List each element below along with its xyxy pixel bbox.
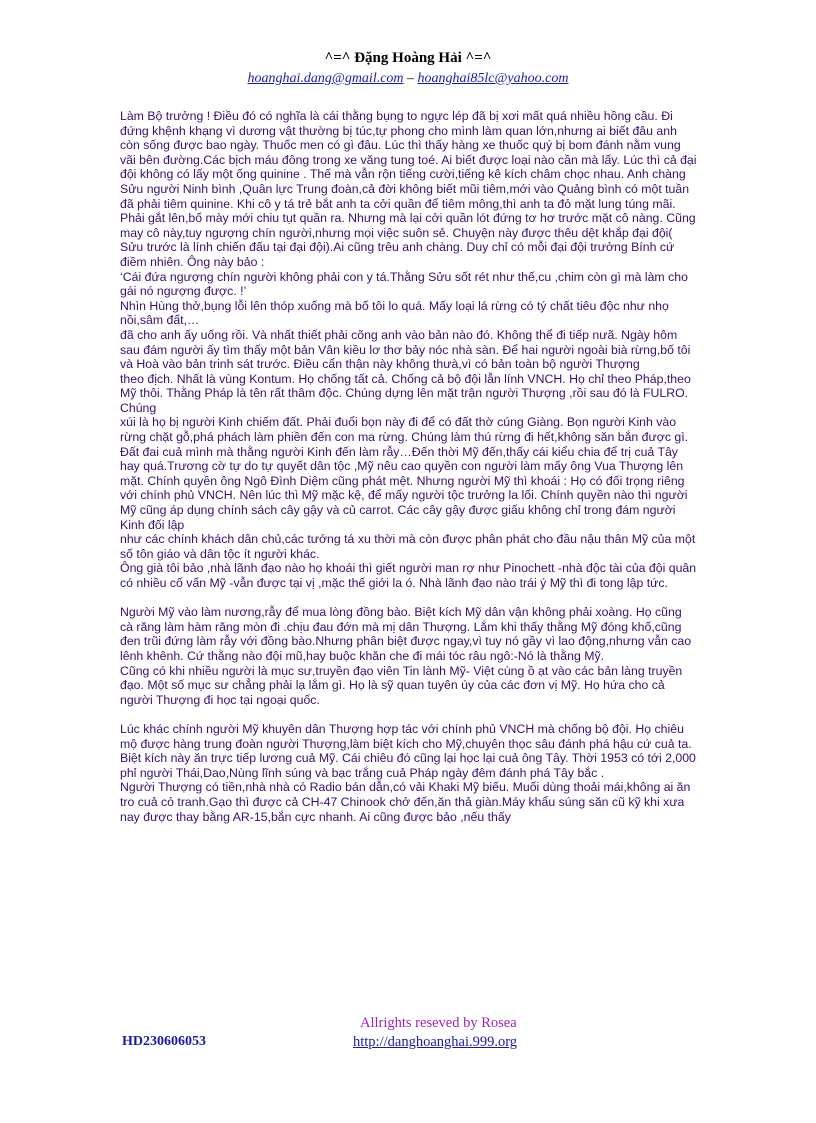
body-paragraph: Ông già tôi bảo ,nhà lãnh đạo nào họ khoái thì giết người man rợ như Pinochett -nhà độc tài của đội quân có nhiều cố vấn Mỹ -vẫn được tại vị ,mặc thế giới la ó. Nhà lãnh đạo nào trái ý Mỹ thì đi tong lập tức. <box>120 561 697 590</box>
body-paragraph: đã cho anh ấy uống rồi. Và nhất thiết phải cõng anh vào bản nào đó. Không thể đi tiếp nưã. Ngày hôm sau đám người ấy tìm thấy một bản Vân kiều lơ thơ bảy nóc nhà sàn. Để hai người ngoài bià rừng,bố tôi và Hoà vào bản trinh sát trước. Điều cẩn thận này không thưà,vì có bản toàn bộ người Thượng <box>120 327 691 372</box>
footer-rights: Allrights reseved by Rosea <box>360 1015 517 1031</box>
author-name: ^=^ Đặng Hoàng Hải ^=^ <box>324 50 492 66</box>
body-paragraph: Người Mỹ vào làm nương,rẫy để mua lòng đồng bào. Biệt kích Mỹ dân vận không phải xoàng. Họ cũng cà răng làm hàm răng mòn đi .chịu đau đớn mà mị dân Thượng. Lắm khi thấy thằng Mỹ đóng khố,cũng đen trũi đứng làm rẫy với đồng bào.Nhưng phân biệt được ngay,vì tuy nó gầy vì lao động,nhưng vẫn cao lênh khênh. Cứ thằng nào đội mũ,hay buộc khăn che đi mái tóc râu ngô:-Nó là thằng Mỹ. <box>120 605 692 663</box>
body-paragraph: Lúc khác chính người Mỹ khuyên dân Thượng hợp tác với chính phủ VNCH mà chống bộ đội. Họ chiêu mộ được hàng trung đoàn người Thượng,làm biệt kích cho Mỹ,chuyên thọc sâu đánh phá hậu cứ cuả ta. Biệt kích này ăn trực tiếp lương cuả Mỹ. Cái chiêu đó cũng lại học lại cuả ông Tây. Thời 1953 có tới 2,000 phỉ người Thái,Dao,Nùng lĩnh súng và bạc trắng cuả Pháp ngày đêm đánh phá Tây bắc . <box>120 721 696 780</box>
paragraph-spacer <box>120 707 698 722</box>
body-paragraph: xúi là họ bị người Kinh chiếm đất. Phải đuổi bọn này đi để có đất thờ cúng Giàng. Bọn người Kinh vào rừng chặt gỗ,phá phách làm phiền đến con ma rừng. Chúng làm thú rừng đi hết,không săn bắn được gì. Đất đai cuả mình mà thằng người Kinh đến làm rẫy…Đến thời Mỹ đến,thấy cái kiểu chia để trị cuả Tây hay quá.Trương cờ tự do tự quyết dân tộc ,Mỹ nêu cao quyền con người làm mấy ông Vua Thượng lên mặt. Chính quyền ông Ngô Đình Diệm cũng phát mệt. Nhưng người Mỹ thì khoái : Họ có đối trọng riêng với chính phủ VNCH. Nên lúc thì Mỹ mặc kệ, để mấy người tộc trưởng la lối. Chính quyền nào thì người Mỹ cũng áp dụng chính sách cây gậy và củ carrot. Các cây gậy được giấu không chỉ trong đám người Kinh đối lập <box>120 415 689 532</box>
paragraph-spacer <box>120 591 698 606</box>
body-paragraph: ‘Cái đứa ngượng chín người không phải con y tá.Thằng Sửu sốt rét như thế,cu ,chim còn gì mà làm cho gái nó ngượng được. !’ <box>120 269 688 299</box>
body-text <box>120 109 698 824</box>
page-header <box>0 49 816 88</box>
body-paragraph: như các chính khách dân chủ,các tướng tá xu thời mà còn được phân phát cho đầu nậu thân Mỹ của một số tôn giáo và dân tộc ít người khác. <box>120 532 696 561</box>
footer-document-code: HD230606053 <box>122 1034 206 1049</box>
email-link-gmail[interactable]: hoanghai.dang@gmail.com <box>247 71 404 86</box>
body-paragraph: Cũng có khi nhiều người là mục sư,truyền đạo viên Tin lành Mỹ- Việt cùng ồ ạt vào các bản làng truyền đạo. Một số mục sư chẳng phải lạ lắm gì. Họ là sỹ quan tuyên úy của các đơn vị Mỹ. Họ hứa cho cả người Thượng đi học tại ngoại quốc. <box>120 663 683 707</box>
body-paragraph: Người Thượng có tiền,nhà nhà có Radio bán dẫn,có vải Khaki Mỹ biếu. Muối dùng thoải mái,không ai ăn tro cuả cỏ tranh.Gạo thì được cả CH-47 Chinook chở đến,ăn thả giàn.Máy khẩu súng săn cũ kỹ khi xưa nay được thay bằng AR-15,bắn cực nhanh. Ai cũng được bảo ,nếu thấy <box>120 780 691 824</box>
email-link-yahoo[interactable]: hoanghai85lc@yahoo.com <box>417 71 569 86</box>
email-separator: – <box>403 71 418 86</box>
body-paragraph: theo địch. Nhất là vùng Kontum. Họ chống tất cả. Chống cả bộ đội lẫn lính VNCH. Họ chỉ theo Pháp,theo Mỹ thôi. Thằng Pháp là tên rất thâm độc. Chúng dựng lên mặt trận người Thượng ,rồi sau đó là FULRO. Chúng <box>120 371 691 415</box>
footer-website-link[interactable]: http://danghoanghai.999.org <box>353 1034 518 1050</box>
email-line <box>0 70 816 88</box>
body-paragraph: Làm Bộ trưởng ! Điều đó có nghĩa là cái thằng bụng to ngực lép đã bị xơi mất quá nhiều hồng cầu. Đi đứng khệnh khạng vì dương vật thường bị túc,tự phong cho mình làm quan lớn,nhưng ai biết đâu anh còn sống được bao ngày. Thuốc men có gì đâu. Lúc thì thấy hàng xe thuốc quý bị bom đánh nằm vung vãi bên đường.Các bịch máu đông trong xe văng tung toé. Ai biết được loại nào cần mà lấy. Lúc thì cả đại đội không có lấy một ống quinine . Thế mà vẫn rộn tiếng cười,tiếng kê kích châm chọc nhau. Anh chàng Sửu người Ninh bình ,Quân lực Trung đoàn,cả đời không biết mũi tiêm,mới vào Quảng bình có một tuần đã phải tiêm quinine. Khi cô y tá trẻ bắt anh ta cởi quần để tiêm mông,thì anh ta đỏ mặt lung túng mãi. Phải gắt lên,bố mày mới chiu tụt quần ra. Nhưng mà lại cởi quần lót đứng tơ hơ trước mặt cô nàng. Cũng may cô này,tuy ngượng chín người,nhưng mọi việc suôn sẻ. Chuyện này được thêu dệt khắp đại đội( Sửu trước là lính chiến đấu tại đại đội).Ai cũng trêu anh chàng. Duy chỉ có mỗi đại đội trưởng Bính cứ điềm nhiên. Ông này bảo : <box>120 109 697 269</box>
body-paragraph: Nhìn Hùng thở,bụng lỗi lên thóp xuống mà bố tôi lo quá. Mấy loại lá rừng có tý chất tiêu độc như nhọ nồi,sâm đất,… <box>120 298 669 328</box>
